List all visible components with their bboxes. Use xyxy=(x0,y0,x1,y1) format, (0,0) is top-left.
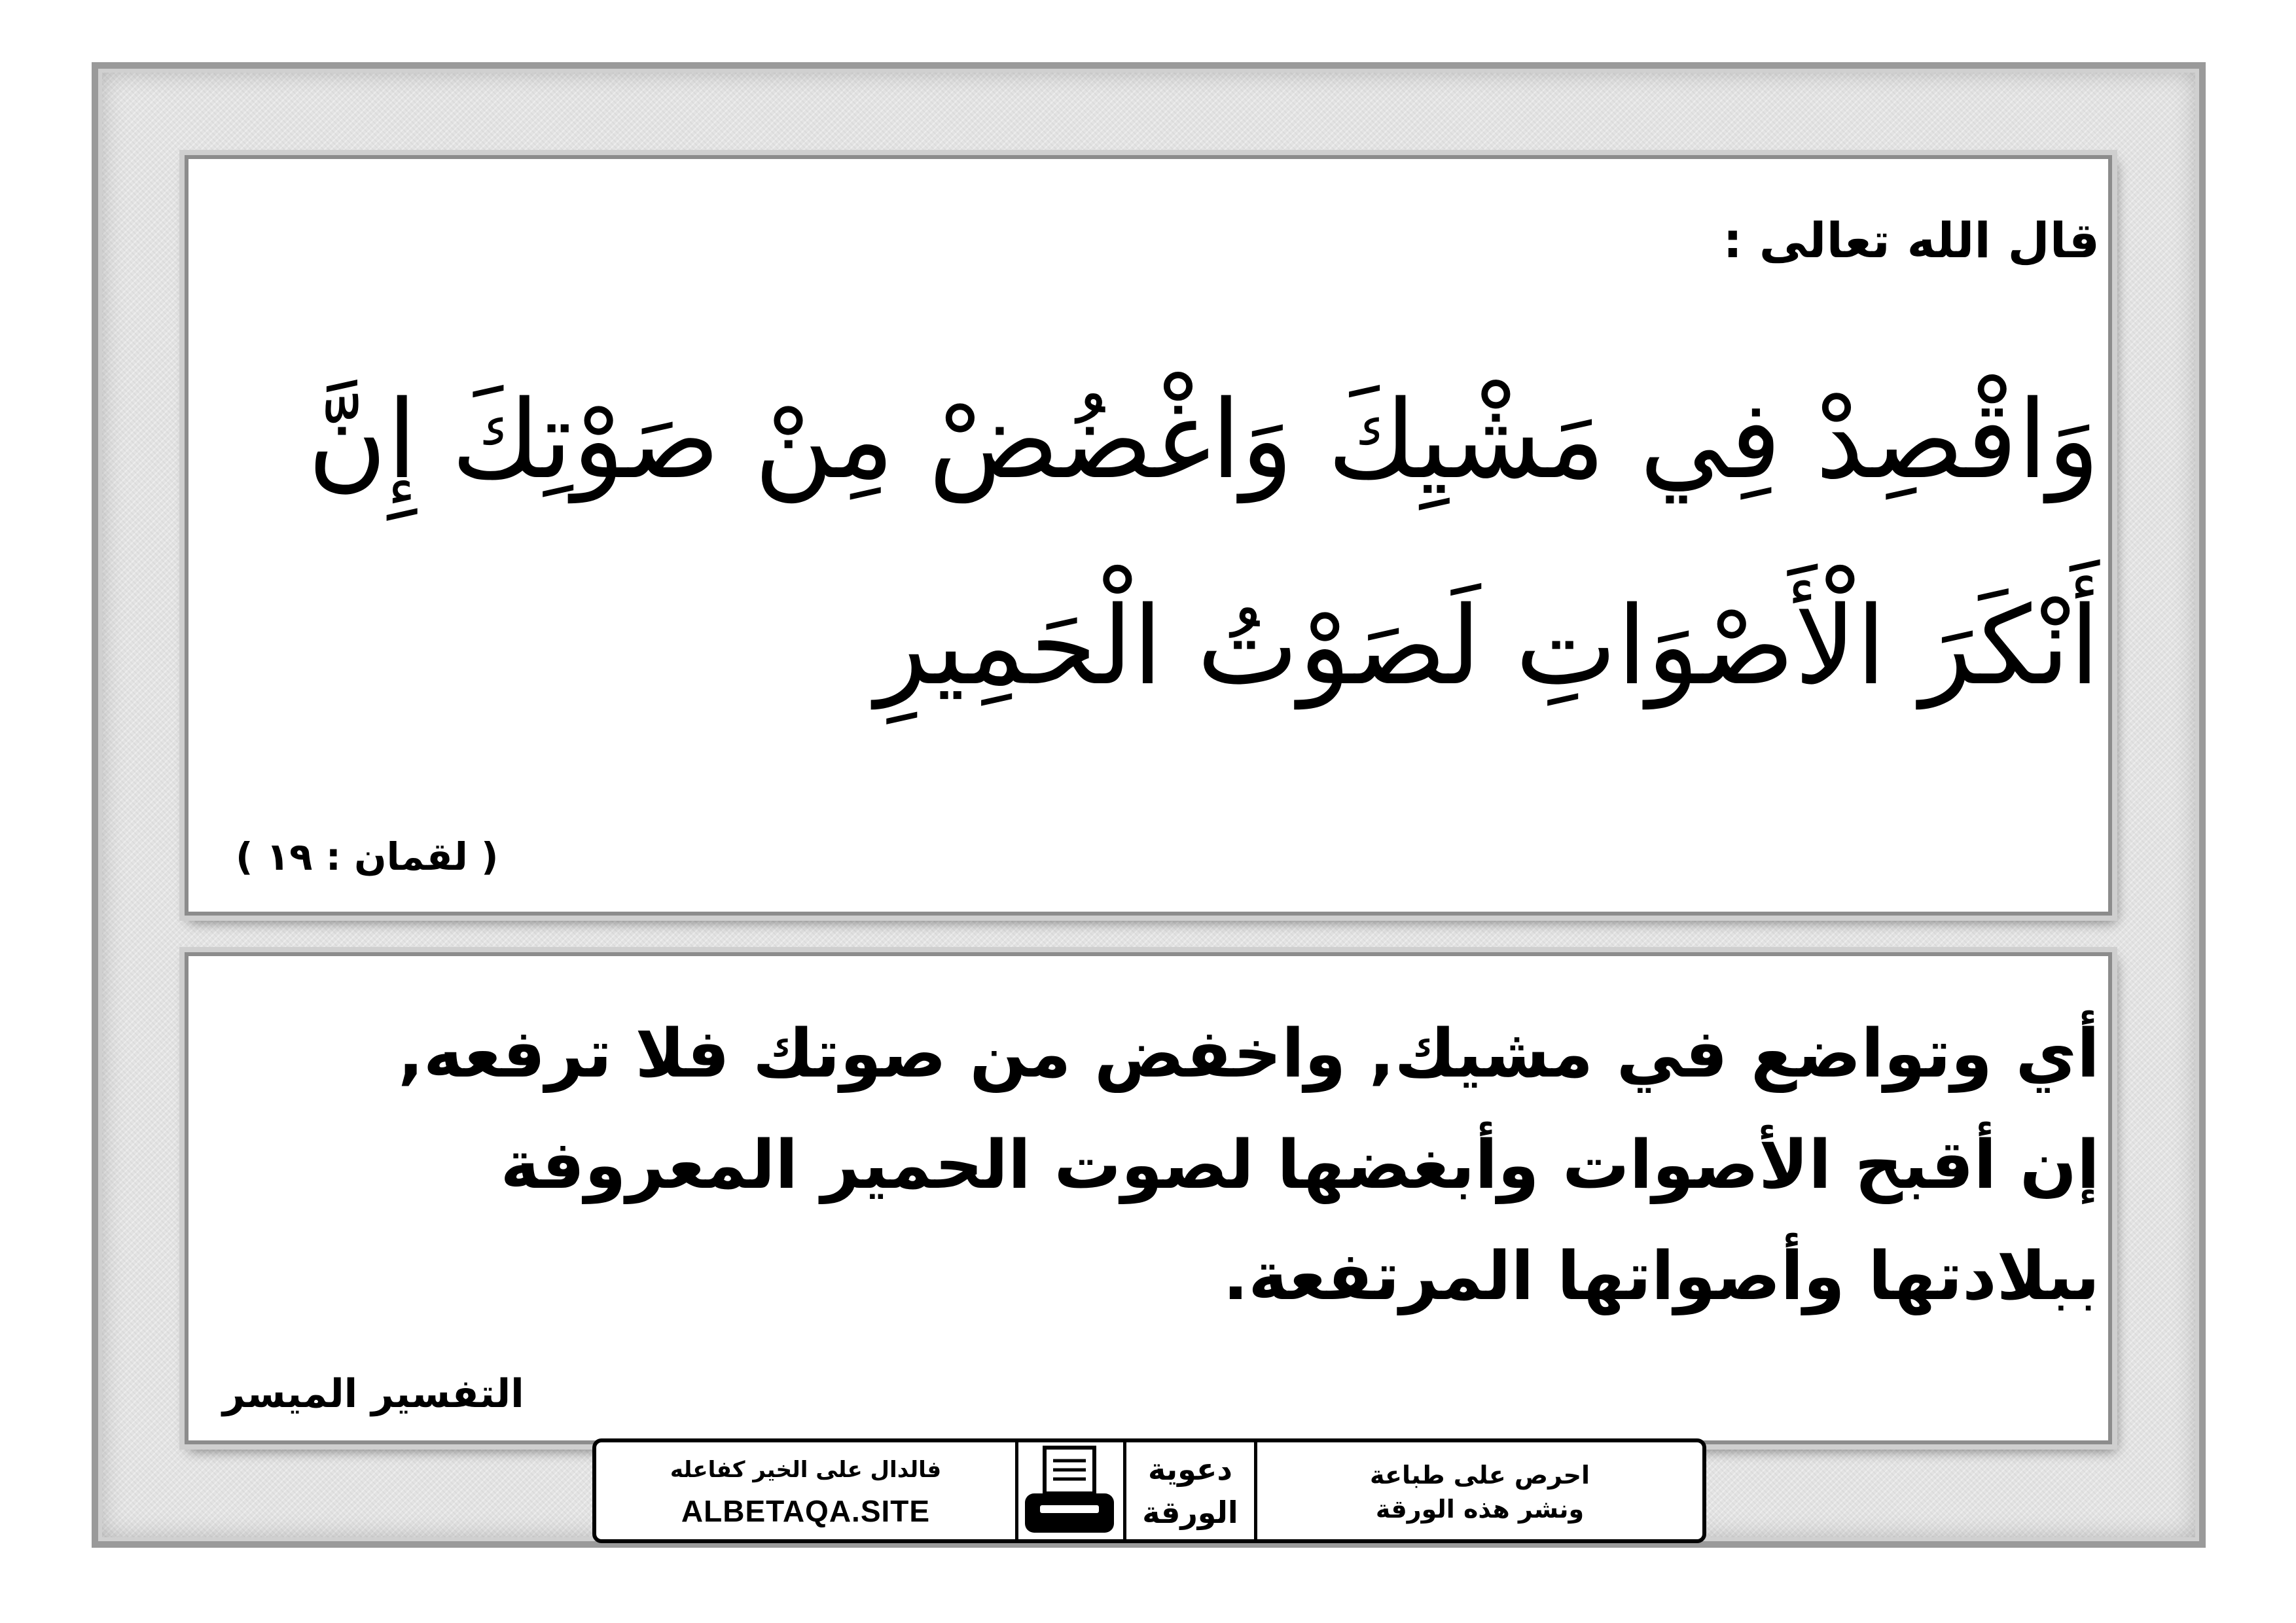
tafsir-source: التفسير الميسر xyxy=(223,1371,524,1417)
tafsir-line-3: ببلادتها وأصواتها المرتفعة. xyxy=(1223,1238,2100,1315)
logo-text-bottom: الورقة xyxy=(1142,1495,1238,1530)
footer-website xyxy=(596,1442,1015,1539)
tafsir-line-2: إن أقبح الأصوات وأبغضها لصوت الحمير المعروفة xyxy=(500,1126,2100,1204)
tafsir-line-1: أي وتواضع في مشيك, واخفض من صوتك فلا ترفعه, xyxy=(398,1015,2100,1093)
printer-icon xyxy=(1015,1442,1123,1539)
verse-intro: قال الله تعالى : xyxy=(1723,213,2100,269)
cta-line-2: ونشر هذه الورقة xyxy=(1375,1495,1585,1524)
cta-line-1: احرص على طباعة xyxy=(1369,1461,1590,1489)
footer-call-to-action xyxy=(1257,1442,1702,1539)
footer-bar xyxy=(592,1438,1706,1543)
verse-line-2: أَنْكَرَ الْأَصْوَاتِ لَصَوْتُ الْحَمِيرِ xyxy=(875,583,2100,709)
footer-proverb: فالدال على الخير كفاعله xyxy=(670,1457,942,1483)
verse-panel xyxy=(185,155,2112,916)
printer-section xyxy=(1015,1442,1123,1539)
verse-reference: ( لقمان : ١٩ ) xyxy=(236,834,499,879)
verse-line-1: وَاقْصِدْ فِي مَشْيِكَ وَاغْضُضْ مِنْ صَوْتِكَ إِنَّ xyxy=(308,377,2100,503)
logo-text-top: دعوية xyxy=(1147,1452,1233,1487)
footer-site-url: ALBETAQA.SITE xyxy=(681,1494,931,1528)
logo-section xyxy=(1126,1442,1254,1539)
